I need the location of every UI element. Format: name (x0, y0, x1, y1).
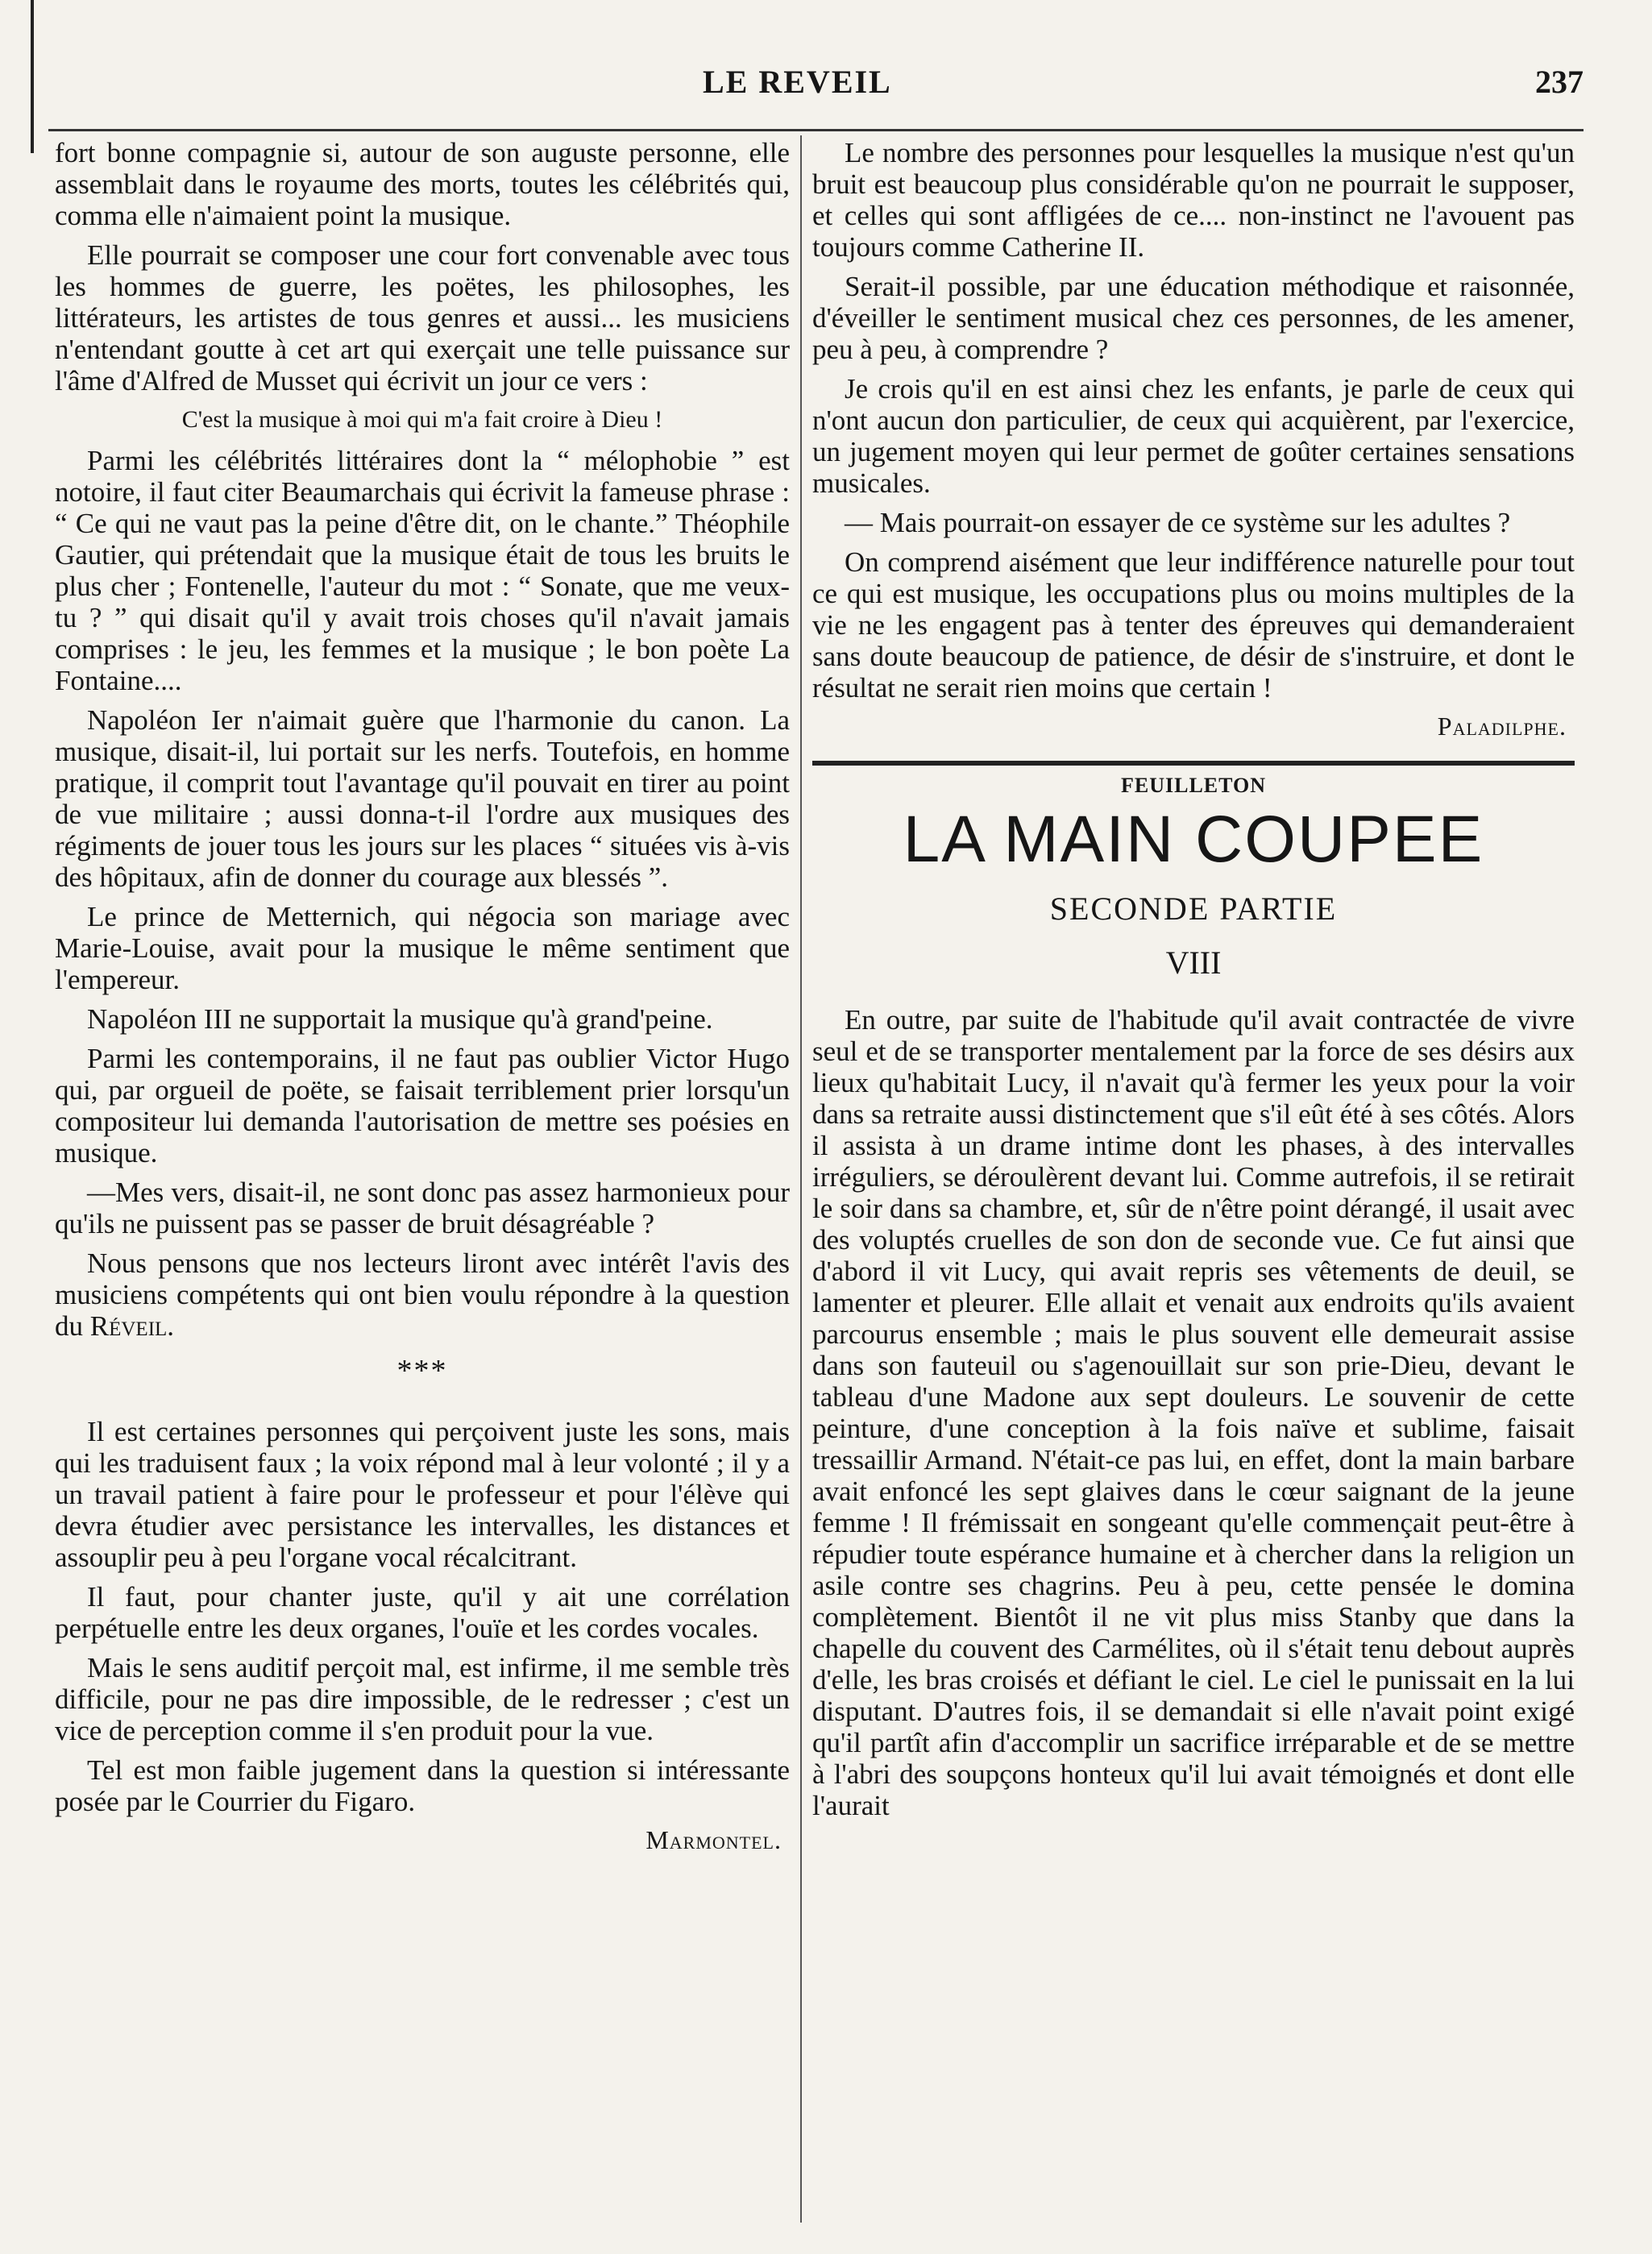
paragraph: Je crois qu'il en est ainsi chez les enfants, je parle de ceux qui n'ont aucun don particulier, de ceux qui acquièrent, par l'exercice, un jugement moyen qui leur permet de goûter certaines sensations musicales. (812, 373, 1575, 499)
signature-paladilphe: Paladilphe. (1437, 712, 1567, 741)
paragraph: fort bonne compagnie si, autour de son auguste personne, elle assemblait dans le royaume des morts, toutes les célébrités qui, comma elle n'aimaient point la musique. (55, 137, 790, 231)
paragraph: Il est certaines personnes qui perçoivent juste les sons, mais qui les traduisent faux ; la voix répond mal à leur volonté ; il y a un travail patient à faire pour le professeur et pour l'élève qui devra étudier avec persistance les intervalles, les distances et assouplir peu à peu l'organe vocal récalcitrant. (55, 1416, 790, 1573)
verse-quote: C'est la musique à moi qui m'a fait croire à Dieu ! (181, 406, 663, 433)
header-rule (48, 129, 1584, 131)
paragraph: —Mes vers, disait-il, ne sont donc pas assez harmonieux pour qu'ils ne puissent pas se passer de bruit désagréable ? (55, 1177, 790, 1239)
feuilleton-rule (812, 761, 1575, 766)
paragraph: Napoléon Ier n'aimait guère que l'harmonie du canon. La musique, disait-il, lui portait sur les nerfs. Toutefois, en homme pratique, il comprit tout l'avantage qu'il pouvait en tirer au point de vue militaire ; aussi donna-t-il l'ordre aux musiques des régiments de jouer tous les jours sur les places “ situées vis à-vis des hôpitaux, afin de donner du courage aux blessés ”. (55, 704, 790, 893)
paragraph: Parmi les célébrités littéraires dont la “ mélophobie ” est notoire, il faut citer Beaumarchais qui écrivit la fameuse phrase : “ Ce qui ne vaut pas la peine d'être dit, on le chante.” Théophile Gautier, qui prétendait que la musique était de tous les bruits le plus cher ; Fontenelle, l'auteur du mot : “ Sonate, que me veux-tu ? ” qui disait qu'il y avait trois choses qu'il n'avait jamais comprises : le jeu, les femmes et la musique ; le bon poète La Fontaine.... (55, 445, 790, 696)
feuilleton-title: LA MAIN COUPEE (903, 803, 1484, 876)
journal-name: Réveil (89, 1310, 168, 1342)
signature-marmontel: Marmontel. (645, 1825, 782, 1854)
paragraph: — Mais pourrait-on essayer de ce système sur les adultes ? (845, 507, 1511, 538)
chapter-number: VIII (1165, 944, 1222, 981)
page-number: 237 (1535, 64, 1584, 100)
feuilleton-label: FEUILLETON (1120, 774, 1266, 797)
journal-title: LE REVEIL (703, 64, 892, 100)
paragraph: Il faut, pour chanter juste, qu'il y ait une corrélation perpétuelle entre les deux organes, l'ouïe et les cordes vocales. (55, 1581, 790, 1644)
paragraph: On comprend aisément que leur indifférence naturelle pour tout ce qui est musique, les occupations plus ou moins multiples de la vie ne les engagent pas à tenter des épreuves qui demanderaient sans doute beaucoup de patience, de désir de s'instruire, et dont le résultat ne serait rien moins que certain ! (812, 546, 1575, 704)
paragraph: Le prince de Metternich, qui négocia son mariage avec Marie-Louise, avait pour la musique le même sentiment que l'empereur. (55, 901, 790, 995)
paragraph: Elle pourrait se composer une cour fort convenable avec tous les hommes de guerre, les poëtes, les philosophes, les littérateurs, les artistes de tous genres et aussi... les musiciens n'entendant goutte à cet art qui exerçait une telle puissance sur l'âme d'Alfred de Musset qui écrivit un jour ce vers : (55, 239, 790, 396)
paragraph: Le nombre des personnes pour lesquelles la musique n'est qu'un bruit est beaucoup plus considérable qu'on ne pourrait le supposer, et celles qui sont affligées de ce.... non-instinct ne l'avouent pas toujours comme Catherine II. (812, 137, 1575, 263)
paragraph: Parmi les contemporains, il ne faut pas oublier Victor Hugo qui, par orgueil de poëte, se faisait terriblement prier lorsqu'un compositeur lui demanda l'autorisation de mettre ses poésies en musique. (55, 1043, 790, 1169)
page-edge-rule (31, 0, 34, 153)
closing-text: Nous pensons que nos lecteurs liront avec intérêt l'avis des musiciens compétents qui ont bien voulu répondre à la question du (55, 1247, 790, 1342)
paragraph: Napoléon III ne supportait la musique qu'à grand'peine. (87, 1003, 713, 1035)
right-column (812, 137, 1575, 1829)
feuilleton-part: SECONDE PARTIE (1049, 890, 1338, 927)
page-header (48, 63, 1584, 111)
feuilleton-text: En outre, par suite de l'habitude qu'il avait contractée de vivre seul et de se transporter mentalement par la force de ses désirs aux lieux qu'habitait Lucy, il n'avait qu'à fermer les yeux pour la voir dans sa retraite aussi distinctement que s'il eût été à ses côtés. Alors il assista à un drame intime dont les phases, à des intervalles irréguliers, se déroulèrent devant lui. Comme autrefois, il se retirait le soir dans sa chambre, et, sûr de n'être point dérangé, il usait avec des voluptés cruelles de son don de seconde vue. Ce fut ainsi que d'abord il vit Lucy, qui avait repris ses vêtements de deuil, se lamenter et pleurer. Elle allait et venait aux endroits qu'ils avaient parcourus ensemble ; mais le plus souvent elle demeurait assise dans son fauteuil ou s'agenouillait sur son prie-Dieu, devant le tableau d'une Madone aux sept douleurs. Le souvenir de cette peinture, d'une conception à la fois naïve et sublime, faisait tressaillir Armand. N'était-ce pas lui, en effet, dont la main barbare avait enfoncé les sept glaives dans le cœur saignant de la jeune femme ! Il frémissait en songeant qu'elle commençait peut-être à répudier toute espérance humaine et à chercher dans la religion un asile contre ses chagrins. Peu à peu, cette pensée le domina complètement. Bientôt il ne vit plus miss Stanby que dans la chapelle du couvent des Carmélites, où il s'était tenu debout auprès d'elle, les bras croisés et défiant le ciel. Le ciel le punissait en la lui disputant. D'autres fois, il se demandait si elle n'avait point exigé qu'il partît afin d'accomplir un sacrifice irréparable et de se mettre à l'abri des soupçons honteux qu'il lui avait témoignés et dont elle l'aurait (812, 1004, 1575, 1821)
section-separator: *** (396, 1354, 448, 1388)
column-divider (800, 135, 802, 2223)
paragraph: Serait-il possible, par une éducation méthodique et raisonnée, d'éveiller le sentiment musical chez ces personnes, de les amener, peu à peu, à comprendre ? (812, 271, 1575, 365)
left-column (55, 137, 790, 1863)
closing-end: . (167, 1310, 175, 1342)
closing-paragraph (55, 1247, 790, 1342)
paragraph: Tel est mon faible jugement dans la question si intéressante posée par le Courrier du Figaro. (55, 1754, 790, 1817)
paragraph: Mais le sens auditif perçoit mal, est infirme, il me semble très difficile, pour ne pas dire impossible, de le redresser ; c'est un vice de perception comme il s'en produit pour la vue. (55, 1652, 790, 1746)
